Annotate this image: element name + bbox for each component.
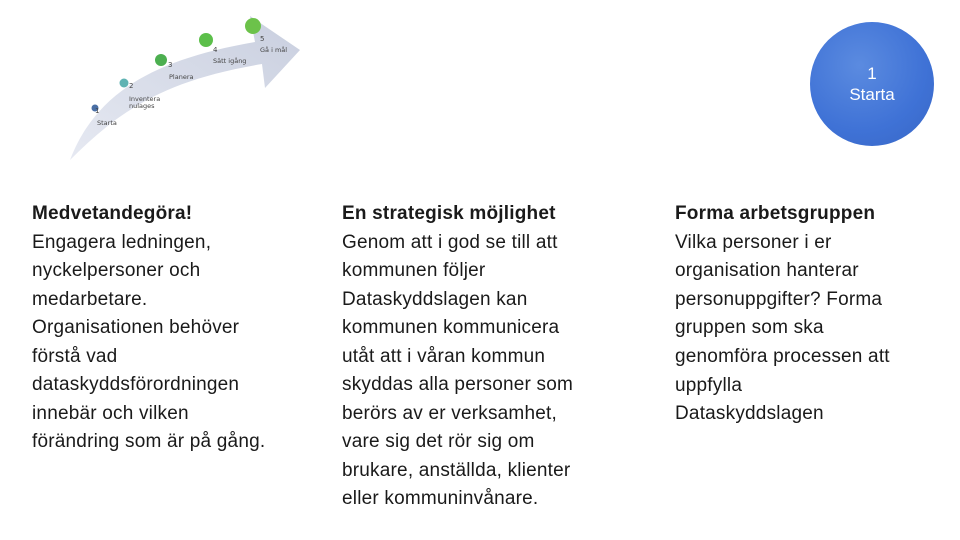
column-awareness [32, 200, 307, 457]
step-2-label: Inventera nulages [129, 95, 161, 111]
step-2-number: 2 [129, 82, 134, 90]
badge-number: 1 [867, 63, 877, 83]
step-3-number: 3 [168, 61, 173, 69]
step-1-label: Starta [97, 119, 117, 127]
step-3-label: Planera [169, 73, 194, 81]
step-4-number: 4 [213, 46, 218, 54]
column-heading: En strategisk möjlighet [342, 203, 556, 224]
badge-label: Starta [849, 85, 895, 104]
curved-arrow-shape [70, 16, 300, 160]
current-step-badge [810, 22, 934, 146]
step-4-dot [199, 33, 213, 47]
column-working-group [675, 200, 945, 429]
step-5-label: Gå i mål [260, 46, 288, 54]
process-arrow-graphic [0, 0, 320, 170]
column-body: Engagera ledningen, nyckelpersoner och medarbetare. Organisationen behöver förstå vad dataskyddsförordningen innebär och vilken förändring som är på gång. [32, 231, 266, 452]
step-2-dot [120, 79, 129, 88]
column-body: Vilka personer i er organisation hanterar personuppgifter? Forma gruppen som ska genomföra processen att uppfylla Dataskyddslagen [675, 231, 890, 425]
step-4-label: Sätt igång [213, 57, 247, 65]
step-5-number: 5 [260, 35, 265, 43]
column-heading: Medvetandegöra! [32, 203, 193, 224]
step-3-dot [155, 54, 167, 66]
column-heading: Forma arbetsgruppen [675, 203, 876, 224]
step-1-number: 1 [95, 107, 100, 115]
step-5-dot [245, 18, 261, 34]
column-strategic-opportunity [342, 200, 627, 514]
column-body: Genom att i god se till att kommunen följer Dataskyddslagen kan kommunen kommunicera utåt att i våran kommun skyddas alla personer som berörs av er verksamhet, vare sig det rör sig om brukare, anställda, klienter eller kommuninvånare. [342, 231, 573, 509]
